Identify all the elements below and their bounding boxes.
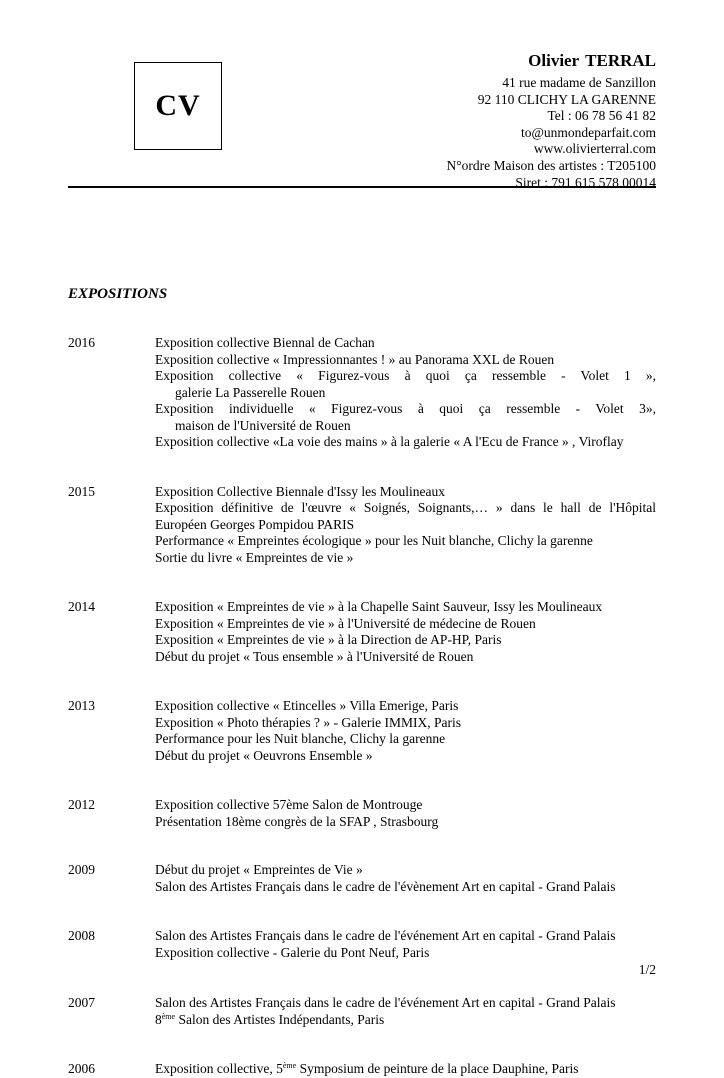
entry-line: Européen Georges Pompidou PARIS xyxy=(155,516,355,532)
entry-line: maison de l'Université de Rouen xyxy=(175,417,351,433)
entry-line: Exposition « Empreintes de vie » à l'Université de médecine de Rouen xyxy=(155,615,536,631)
year-label: 2015 xyxy=(68,483,95,499)
first-name: Olivier xyxy=(528,51,580,70)
website: www.olivierterral.com xyxy=(533,141,656,157)
entry-lines xyxy=(155,335,656,451)
year-block xyxy=(68,484,656,567)
email: to@unmondeparfait.com xyxy=(520,124,656,140)
entry-line: galerie La Passerelle Rouen xyxy=(175,384,326,400)
cv-logo-box xyxy=(134,62,222,150)
entry-line: Exposition collective « Etincelles » Villa Emerige, Paris xyxy=(155,698,459,713)
ordinal-superscript: ème xyxy=(282,1061,297,1070)
year-label: 2007 xyxy=(68,995,95,1010)
last-name: TERRAL xyxy=(585,51,656,70)
entry-lines xyxy=(155,797,656,830)
entry-line: Salon des Artistes Français dans le cadre de l'événement Art en capital - Grand Palais xyxy=(155,995,616,1010)
header-divider xyxy=(68,186,656,188)
entry-line: Exposition « Photo thérapies ? » - Galerie IMMIX, Paris xyxy=(155,714,461,730)
entry-line: Salon des Artistes Français dans le cadre de l'évènement Art en capital - Grand Palais xyxy=(155,878,616,894)
entry-line: Exposition collective « Figurez-vous à quoi ça ressemble - Volet 1 », xyxy=(155,368,656,383)
entry-text: Exposition collective, 5 xyxy=(155,1061,283,1076)
entry-line: Salon des Artistes Français dans le cadre de l'événement Art en capital - Grand Palais xyxy=(155,928,616,943)
entry-line: Performance pour les Nuit blanche, Clichy la garenne xyxy=(155,731,446,746)
section-title: EXPOSITIONS xyxy=(68,286,168,302)
siret: Siret : 791 615 578 00014 xyxy=(515,174,656,190)
entry-text: 8 xyxy=(155,1011,162,1027)
year-block xyxy=(68,928,656,961)
entry-lines xyxy=(155,995,656,1028)
year-label: 2009 xyxy=(68,862,95,877)
author-name xyxy=(447,50,657,72)
entry-lines xyxy=(155,1061,656,1078)
entry-line: Exposition Collective Biennale d'Issy les Moulineaux xyxy=(155,483,446,499)
entry-lines xyxy=(155,484,656,567)
year-label: 2008 xyxy=(68,928,95,943)
entry-line: Début du projet « Oeuvrons Ensemble » xyxy=(155,747,373,763)
entry-lines xyxy=(155,862,656,895)
entry-line xyxy=(155,1012,656,1029)
entry-line xyxy=(155,1061,656,1078)
year-block xyxy=(68,335,656,451)
entry-text: Symposium de peinture de la place Dauphine, Paris xyxy=(296,1061,579,1076)
page-number: 1/2 xyxy=(638,962,656,977)
entry-line: Exposition définitive de l'œuvre « Soignés, Soignants,… » dans le hall de l'Hôpital xyxy=(155,500,656,515)
year-block xyxy=(68,862,656,895)
year-block xyxy=(68,797,656,830)
order-number: N°ordre Maison des artistes : T205100 xyxy=(446,157,656,173)
address-line-2: 92 110 CLICHY LA GARENNE xyxy=(477,91,656,107)
expositions-list xyxy=(68,335,656,1078)
entry-line: Performance « Empreintes écologique » pour les Nuit blanche, Clichy la garenne xyxy=(155,533,593,548)
year-label: 2012 xyxy=(68,797,95,812)
entry-lines xyxy=(155,698,656,764)
entry-line: Début du projet « Tous ensemble » à l'Université de Rouen xyxy=(155,648,474,664)
entry-line: Exposition collective 57ème Salon de Montrouge xyxy=(155,797,423,812)
entry-line: Exposition « Empreintes de vie » à la Chapelle Saint Sauveur, Issy les Moulineaux xyxy=(155,599,603,614)
entry-line: Exposition collective « Impressionnantes ! » au Panorama XXL de Rouen xyxy=(155,351,555,367)
year-block xyxy=(68,1061,656,1078)
year-block xyxy=(68,698,656,764)
entry-lines xyxy=(155,599,656,665)
entry-line: Exposition « Empreintes de vie » à la Direction de AP-HP, Paris xyxy=(155,632,502,647)
contact-block xyxy=(447,50,657,191)
entry-line: Sortie du livre « Empreintes de vie » xyxy=(155,549,354,565)
phone: Tel : 06 78 56 41 82 xyxy=(547,108,656,124)
entry-text: Salon des Artistes Indépendants, Paris xyxy=(175,1011,385,1027)
year-label: 2013 xyxy=(68,698,95,713)
address-line-1: 41 rue madame de Sanzillon xyxy=(502,75,656,90)
entry-line: Présentation 18ème congrès de la SFAP , Strasbourg xyxy=(155,813,439,829)
year-label: 2016 xyxy=(68,335,95,350)
year-label: 2006 xyxy=(68,1061,95,1076)
ordinal-superscript: ème xyxy=(161,1011,176,1021)
entry-line: Exposition individuelle « Figurez-vous à quoi ça ressemble - Volet 3», xyxy=(155,401,656,416)
entry-line: Exposition collective - Galerie du Pont Neuf, Paris xyxy=(155,944,430,960)
entry-line: Début du projet « Empreintes de Vie » xyxy=(155,862,363,877)
year-block xyxy=(68,599,656,665)
year-block xyxy=(68,995,656,1028)
cv-label: CV xyxy=(155,89,201,122)
entry-line: Exposition collective Biennal de Cachan xyxy=(155,335,375,350)
year-label: 2014 xyxy=(68,599,95,614)
entry-lines xyxy=(155,928,656,961)
entry-line: Exposition collective «La voie des mains » à la galerie « A l'Ecu de France » , Viroflay xyxy=(155,434,624,449)
